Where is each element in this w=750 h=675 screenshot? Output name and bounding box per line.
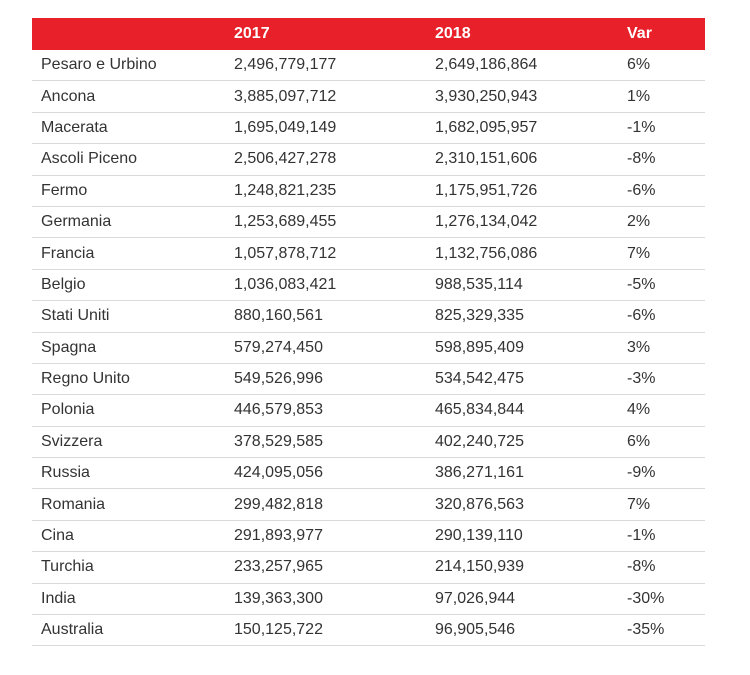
value-2018: 465,834,844 — [435, 401, 524, 419]
row-label: Pesaro e Urbino — [41, 56, 157, 74]
value-2018: 96,905,546 — [435, 621, 516, 639]
row-label: Svizzera — [41, 432, 103, 450]
value-2018: 97,026,944 — [435, 589, 516, 607]
table-body — [32, 50, 705, 646]
value-2017: 2,506,427,278 — [234, 150, 337, 168]
variation: -9% — [627, 464, 656, 482]
variation: 2% — [627, 213, 651, 231]
header-cell-2017: 2017 — [234, 25, 270, 42]
value-2018: 534,542,475 — [435, 370, 524, 388]
value-2018: 214,150,939 — [435, 558, 524, 576]
variation: -1% — [627, 527, 656, 545]
table-row — [32, 395, 705, 426]
variation: -1% — [627, 118, 656, 136]
value-2017: 1,036,083,421 — [234, 275, 337, 293]
table-row — [32, 552, 705, 583]
table-row — [32, 584, 705, 615]
table-row — [32, 301, 705, 332]
row-label: Stati Uniti — [41, 307, 110, 325]
value-2018: 3,930,250,943 — [435, 87, 538, 105]
row-label: India — [41, 589, 76, 607]
header-cell-var: Var — [627, 25, 652, 42]
table-header — [32, 18, 705, 50]
value-2017: 2,496,779,177 — [234, 56, 337, 74]
value-2018: 320,876,563 — [435, 495, 524, 513]
row-label: Ancona — [41, 87, 96, 105]
value-2018: 2,649,186,864 — [435, 56, 538, 74]
value-2018: 402,240,725 — [435, 432, 524, 450]
row-label: Romania — [41, 495, 106, 513]
row-label: Russia — [41, 464, 90, 482]
table-row — [32, 521, 705, 552]
row-label: Australia — [41, 621, 104, 639]
data-table — [32, 18, 705, 646]
value-2017: 424,095,056 — [234, 464, 323, 482]
table-row — [32, 176, 705, 207]
table-row — [32, 50, 705, 81]
value-2017: 291,893,977 — [234, 527, 323, 545]
value-2017: 549,526,996 — [234, 370, 323, 388]
value-2017: 1,057,878,712 — [234, 244, 337, 262]
variation: 7% — [627, 244, 651, 262]
value-2018: 1,276,134,042 — [435, 213, 538, 231]
value-2017: 299,482,818 — [234, 495, 323, 513]
value-2017: 378,529,585 — [234, 432, 323, 450]
row-label: Ascoli Piceno — [41, 150, 138, 168]
table-row — [32, 458, 705, 489]
value-2018: 1,175,951,726 — [435, 181, 538, 199]
value-2018: 386,271,161 — [435, 464, 524, 482]
table-row — [32, 238, 705, 269]
table-row — [32, 489, 705, 520]
value-2017: 150,125,722 — [234, 621, 323, 639]
variation: -8% — [627, 150, 656, 168]
variation: 3% — [627, 338, 651, 356]
variation: -8% — [627, 558, 656, 576]
row-label: Belgio — [41, 275, 86, 293]
value-2017: 446,579,853 — [234, 401, 323, 419]
row-label: Polonia — [41, 401, 95, 419]
variation: -6% — [627, 181, 656, 199]
variation: 7% — [627, 495, 651, 513]
row-label: Fermo — [41, 181, 88, 199]
variation: 6% — [627, 432, 651, 450]
value-2017: 880,160,561 — [234, 307, 323, 325]
value-2018: 988,535,114 — [435, 275, 523, 293]
value-2017: 233,257,965 — [234, 558, 323, 576]
variation: -3% — [627, 370, 656, 388]
value-2017: 1,695,049,149 — [234, 118, 337, 136]
row-label: Cina — [41, 527, 74, 545]
value-2017: 1,253,689,455 — [234, 213, 337, 231]
value-2017: 1,248,821,235 — [234, 181, 337, 199]
value-2018: 2,310,151,606 — [435, 150, 538, 168]
variation: 6% — [627, 56, 651, 74]
table-row — [32, 270, 705, 301]
table-row — [32, 113, 705, 144]
value-2018: 1,682,095,957 — [435, 118, 538, 136]
value-2017: 579,274,450 — [234, 338, 323, 356]
row-label: Regno Unito — [41, 370, 130, 388]
value-2018: 825,329,335 — [435, 307, 524, 325]
variation: -5% — [627, 275, 656, 293]
value-2017: 139,363,300 — [234, 589, 323, 607]
variation: -30% — [627, 589, 665, 607]
table-row — [32, 81, 705, 112]
variation: 4% — [627, 401, 651, 419]
row-label: Spagna — [41, 338, 97, 356]
value-2018: 1,132,756,086 — [435, 244, 538, 262]
row-label: Turchia — [41, 558, 94, 576]
variation: -35% — [627, 621, 665, 639]
row-label: Germania — [41, 213, 112, 231]
header-cell-2018: 2018 — [435, 25, 471, 42]
variation: -6% — [627, 307, 656, 325]
row-label: Francia — [41, 244, 95, 262]
variation: 1% — [627, 87, 651, 105]
row-label: Macerata — [41, 118, 108, 136]
table-row — [32, 615, 705, 646]
value-2017: 3,885,097,712 — [234, 87, 337, 105]
table-row — [32, 207, 705, 238]
value-2018: 598,895,409 — [435, 338, 524, 356]
value-2018: 290,139,110 — [435, 527, 523, 545]
table-row — [32, 333, 705, 364]
table-row — [32, 144, 705, 175]
table-row — [32, 364, 705, 395]
table-row — [32, 427, 705, 458]
